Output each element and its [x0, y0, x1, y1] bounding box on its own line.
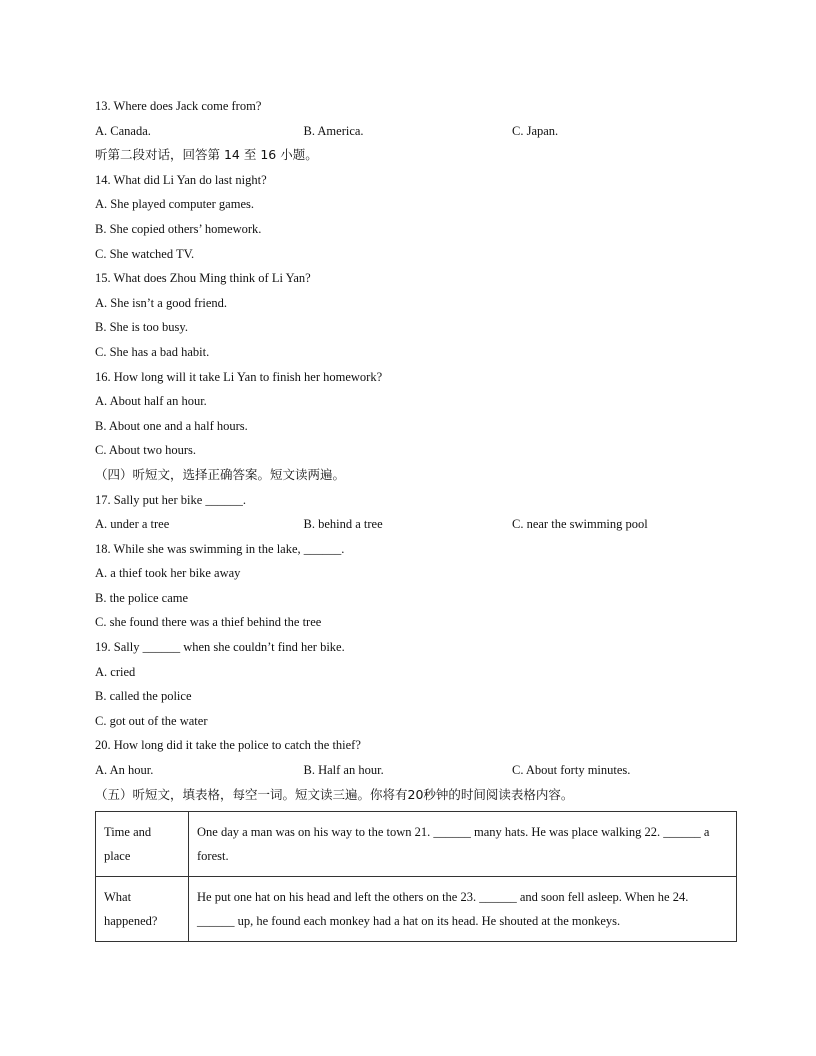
option-b: B. About one and a half hours.: [95, 418, 248, 433]
question-13: 13. Where does Jack come from?: [95, 99, 262, 113]
section-2-instructions: 听第二段对话，回答第 14 至 16 小题。: [95, 147, 318, 163]
option-a: A. She played computer games.: [95, 197, 254, 212]
row-content: One day a man was on his way to the town 21. ______ many hats. He was place walking 22. ______ a forest.: [189, 812, 737, 877]
option-c: C. She has a bad habit.: [95, 344, 210, 359]
option-b: B. Half an hour.: [303, 763, 384, 778]
question-20: 20. How long did it take the police to catch the thief?: [95, 738, 361, 753]
option-b: B. America.: [303, 123, 364, 138]
option-a: A. a thief took her bike away: [95, 566, 241, 581]
option-a: A. An hour.: [95, 763, 154, 778]
question-17-options: [95, 512, 737, 537]
table-row: [96, 877, 737, 942]
option-a: A. cried: [95, 664, 136, 679]
option-a: A. under a tree: [95, 517, 170, 532]
fill-in-table: [95, 811, 737, 942]
question-19: 19. Sally ______ when she couldn’t find her bike.: [95, 640, 345, 655]
question-16: 16. How long will it take Li Yan to finish her homework?: [95, 369, 383, 384]
option-b: B. behind a tree: [303, 517, 383, 532]
question-13-options: [95, 119, 737, 144]
question-20-options: [95, 758, 737, 783]
option-a: A. About half an hour.: [95, 394, 207, 409]
option-b: B. called the police: [95, 689, 192, 704]
question-14: 14. What did Li Yan do last night?: [95, 172, 267, 187]
option-c: C. She watched TV.: [95, 246, 195, 261]
row-label: What happened?: [96, 877, 189, 942]
option-a: A. Canada.: [95, 123, 151, 138]
option-c: C. got out of the water: [95, 713, 208, 728]
exam-page: [95, 94, 737, 942]
section-5-instructions: （五）听短文，填表格，每空一词。短文读三遍。你将有20秒钟的时间阅读表格内容。: [95, 786, 574, 802]
option-c: C. Japan.: [512, 123, 559, 138]
option-a: A. She isn’t a good friend.: [95, 295, 228, 310]
option-b: B. She copied others’ homework.: [95, 221, 262, 236]
option-b: B. the police came: [95, 590, 189, 605]
table-row: [96, 812, 737, 877]
section-4-instructions: （四）听短文，选择正确答案。短文读两遍。: [95, 466, 346, 482]
option-b: B. She is too busy.: [95, 320, 188, 335]
question-15: 15. What does Zhou Ming think of Li Yan?: [95, 271, 311, 286]
row-label: Time and place: [96, 812, 189, 877]
option-c: C. About forty minutes.: [512, 763, 631, 778]
option-c: C. About two hours.: [95, 443, 197, 458]
option-c: C. near the swimming pool: [512, 517, 648, 532]
option-c: C. she found there was a thief behind the tree: [95, 615, 322, 630]
question-17: 17. Sally put her bike ______.: [95, 492, 247, 507]
row-content: He put one hat on his head and left the others on the 23. ______ and soon fell asleep. When he 24. ______ up, he found each monkey had a hat on its head. He shouted at the monkeys.: [189, 877, 737, 942]
question-18: 18. While she was swimming in the lake, ______.: [95, 541, 345, 556]
